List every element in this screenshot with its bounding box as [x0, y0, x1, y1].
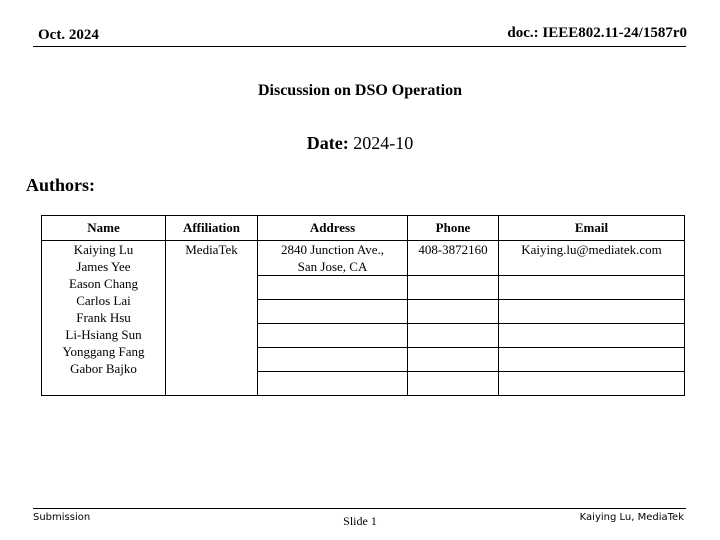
empty-cell	[258, 372, 408, 396]
table-row	[42, 241, 685, 276]
address-line: San Jose, CA	[297, 259, 368, 274]
footer-author: Kaiying Lu, MediaTek	[579, 512, 684, 523]
author-name: Yonggang Fang	[62, 344, 145, 359]
author-name: Eason Chang	[69, 276, 138, 291]
empty-cell	[408, 324, 499, 348]
names-cell	[42, 241, 166, 396]
empty-cell	[499, 276, 685, 300]
footer-submission: Submission	[33, 512, 91, 523]
authors-heading: Authors:	[26, 175, 96, 195]
footer-divider	[33, 508, 686, 509]
empty-cell	[258, 324, 408, 348]
column-header-address: Address	[258, 216, 408, 241]
header-date: Oct. 2024	[38, 27, 99, 43]
author-name: Gabor Bajko	[70, 361, 137, 376]
header-doc-id: doc.: IEEE802.11-24/1587r0	[507, 25, 687, 41]
column-header-email: Email	[499, 216, 685, 241]
footer-slide-number: Slide 1	[343, 514, 377, 528]
author-name: Frank Hsu	[76, 310, 131, 325]
email-cell: Kaiying.lu@mediatek.com	[499, 241, 685, 276]
date-value: 2024-10	[353, 133, 414, 153]
address-line: 2840 Junction Ave.,	[280, 242, 385, 257]
author-name: Carlos Lai	[76, 293, 131, 308]
authors-table	[41, 215, 685, 396]
empty-cell	[258, 348, 408, 372]
author-name: Li-Hsiang Sun	[65, 327, 142, 342]
empty-cell	[408, 300, 499, 324]
affiliation-cell: MediaTek	[166, 241, 258, 396]
page-title: Discussion on DSO Operation	[257, 82, 463, 99]
author-name: Kaiying Lu	[73, 242, 134, 257]
date-row	[0, 133, 720, 154]
empty-cell	[408, 276, 499, 300]
empty-cell	[499, 372, 685, 396]
empty-cell	[258, 300, 408, 324]
header-divider	[33, 46, 686, 47]
address-cell	[258, 241, 408, 276]
empty-cell	[499, 348, 685, 372]
author-name: James Yee	[76, 259, 131, 274]
column-header-affiliation: Affiliation	[166, 216, 258, 241]
phone-cell: 408-3872160	[408, 241, 499, 276]
column-header-name: Name	[42, 216, 166, 241]
table-header-row	[42, 216, 685, 241]
empty-cell	[408, 348, 499, 372]
empty-cell	[408, 372, 499, 396]
empty-cell	[258, 276, 408, 300]
column-header-phone: Phone	[408, 216, 499, 241]
empty-cell	[499, 324, 685, 348]
empty-cell	[499, 300, 685, 324]
date-label: Date:	[306, 133, 349, 153]
